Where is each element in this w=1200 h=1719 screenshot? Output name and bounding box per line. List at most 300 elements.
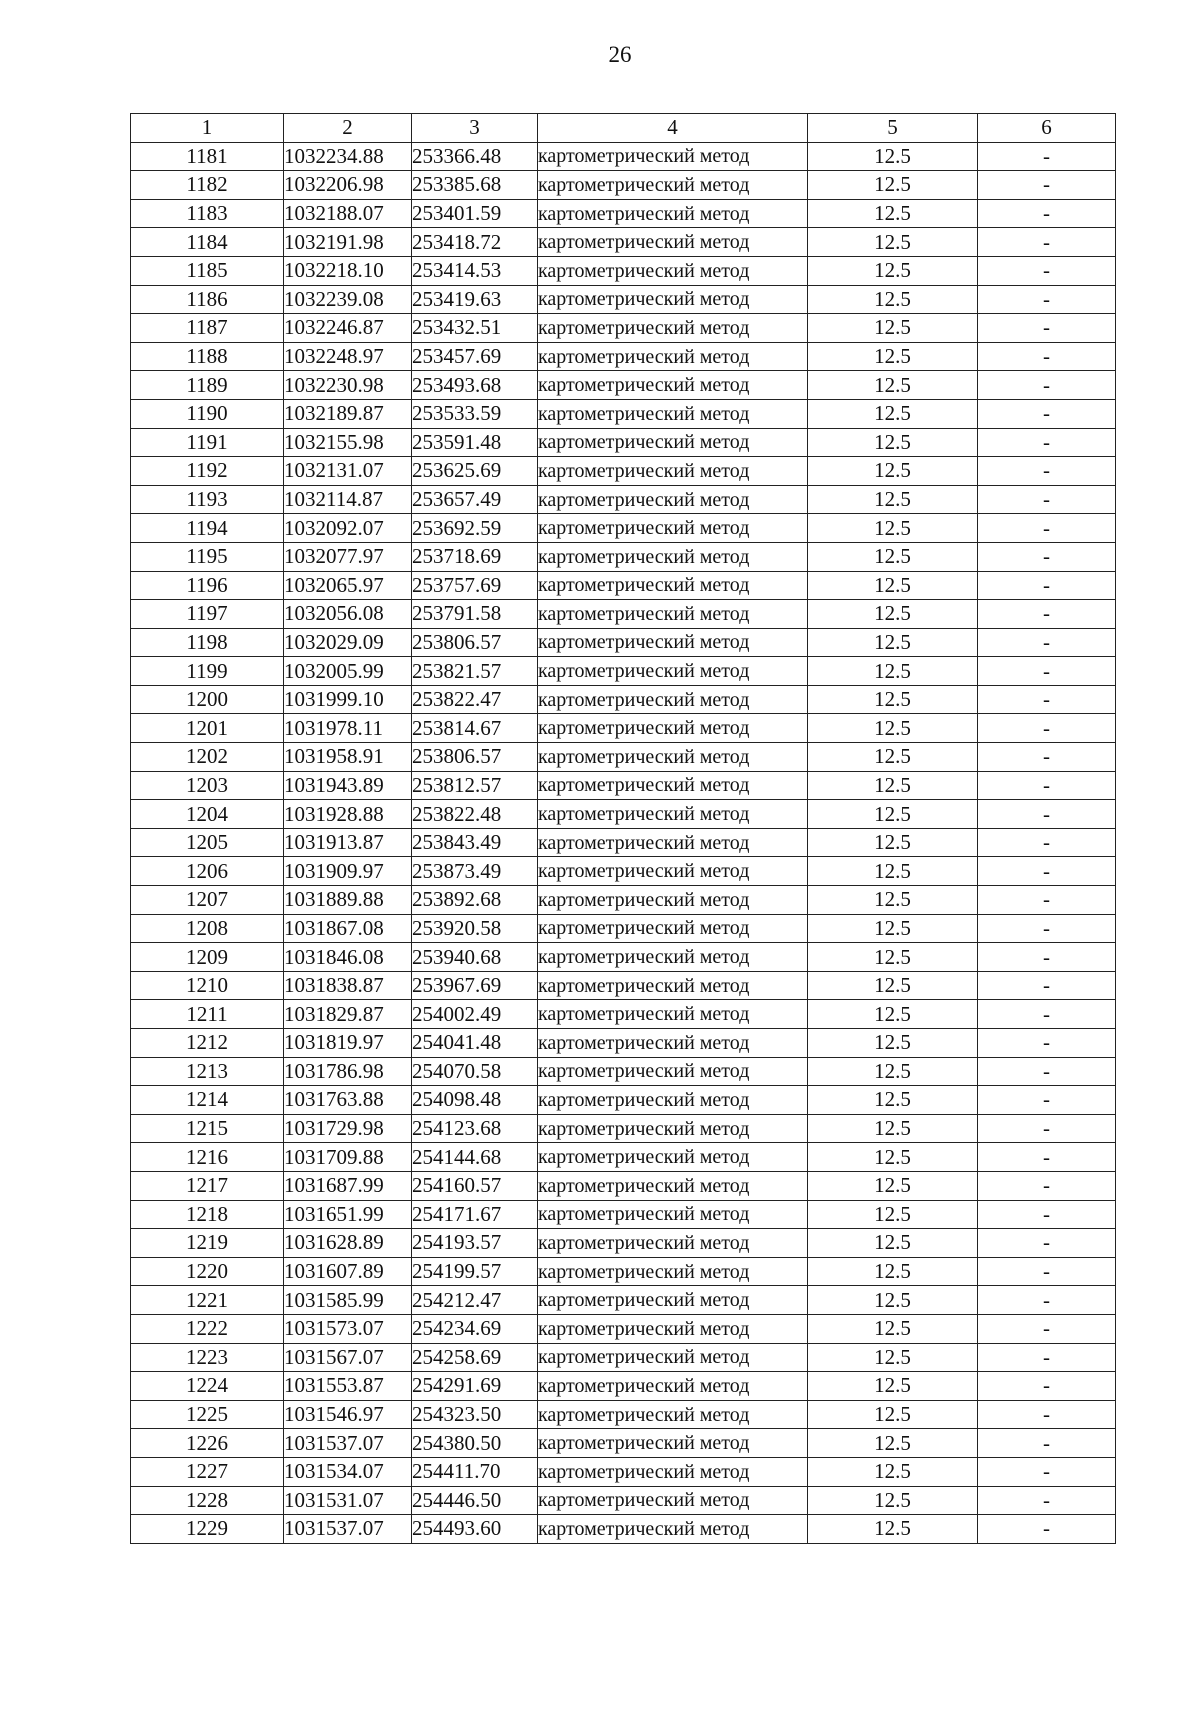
point-number-cell: 1218 bbox=[131, 1200, 284, 1229]
table-row bbox=[131, 342, 1116, 371]
point-number-cell: 1210 bbox=[131, 971, 284, 1000]
method-cell: картометрический метод bbox=[538, 1000, 808, 1029]
table-row bbox=[131, 542, 1116, 571]
method-cell: картометрический метод bbox=[538, 1515, 808, 1544]
y-coordinate-cell: 253892.68 bbox=[412, 886, 538, 915]
x-coordinate-cell: 1031913.87 bbox=[284, 828, 412, 857]
table-row bbox=[131, 1000, 1116, 1029]
note-cell: - bbox=[978, 600, 1116, 629]
y-coordinate-cell: 254144.68 bbox=[412, 1143, 538, 1172]
accuracy-cell: 12.5 bbox=[808, 800, 978, 829]
point-number-cell: 1214 bbox=[131, 1086, 284, 1115]
point-number-cell: 1209 bbox=[131, 943, 284, 972]
x-coordinate-cell: 1032114.87 bbox=[284, 485, 412, 514]
y-coordinate-cell: 254123.68 bbox=[412, 1114, 538, 1143]
accuracy-cell: 12.5 bbox=[808, 457, 978, 486]
y-coordinate-cell: 253806.57 bbox=[412, 743, 538, 772]
note-cell: - bbox=[978, 628, 1116, 657]
method-cell: картометрический метод bbox=[538, 1143, 808, 1172]
accuracy-cell: 12.5 bbox=[808, 571, 978, 600]
y-coordinate-cell: 253625.69 bbox=[412, 457, 538, 486]
note-cell: - bbox=[978, 399, 1116, 428]
y-coordinate-cell: 253401.59 bbox=[412, 199, 538, 228]
x-coordinate-cell: 1032234.88 bbox=[284, 142, 412, 171]
point-number-cell: 1181 bbox=[131, 142, 284, 171]
method-cell: картометрический метод bbox=[538, 800, 808, 829]
method-cell: картометрический метод bbox=[538, 657, 808, 686]
table-row bbox=[131, 457, 1116, 486]
accuracy-cell: 12.5 bbox=[808, 256, 978, 285]
y-coordinate-cell: 253806.57 bbox=[412, 628, 538, 657]
x-coordinate-cell: 1031819.97 bbox=[284, 1029, 412, 1058]
note-cell: - bbox=[978, 800, 1116, 829]
accuracy-cell: 12.5 bbox=[808, 771, 978, 800]
note-cell: - bbox=[978, 743, 1116, 772]
x-coordinate-cell: 1031763.88 bbox=[284, 1086, 412, 1115]
table-row bbox=[131, 1457, 1116, 1486]
method-cell: картометрический метод bbox=[538, 371, 808, 400]
point-number-cell: 1185 bbox=[131, 256, 284, 285]
point-number-cell: 1207 bbox=[131, 886, 284, 915]
y-coordinate-cell: 253757.69 bbox=[412, 571, 538, 600]
note-cell: - bbox=[978, 171, 1116, 200]
method-cell: картометрический метод bbox=[538, 1343, 808, 1372]
point-number-cell: 1217 bbox=[131, 1171, 284, 1200]
y-coordinate-cell: 254199.57 bbox=[412, 1257, 538, 1286]
accuracy-cell: 12.5 bbox=[808, 828, 978, 857]
x-coordinate-cell: 1032065.97 bbox=[284, 571, 412, 600]
method-cell: картометрический метод bbox=[538, 228, 808, 257]
note-cell: - bbox=[978, 886, 1116, 915]
table-row bbox=[131, 743, 1116, 772]
table-row bbox=[131, 571, 1116, 600]
x-coordinate-cell: 1032230.98 bbox=[284, 371, 412, 400]
point-number-cell: 1198 bbox=[131, 628, 284, 657]
point-number-cell: 1202 bbox=[131, 743, 284, 772]
accuracy-cell: 12.5 bbox=[808, 1314, 978, 1343]
x-coordinate-cell: 1032246.87 bbox=[284, 314, 412, 343]
table-row bbox=[131, 256, 1116, 285]
point-number-cell: 1225 bbox=[131, 1400, 284, 1429]
point-number-cell: 1199 bbox=[131, 657, 284, 686]
x-coordinate-cell: 1032131.07 bbox=[284, 457, 412, 486]
method-cell: картометрический метод bbox=[538, 342, 808, 371]
table-row bbox=[131, 1429, 1116, 1458]
note-cell: - bbox=[978, 228, 1116, 257]
x-coordinate-cell: 1032005.99 bbox=[284, 657, 412, 686]
table-row bbox=[131, 485, 1116, 514]
note-cell: - bbox=[978, 1429, 1116, 1458]
x-coordinate-cell: 1032239.08 bbox=[284, 285, 412, 314]
accuracy-cell: 12.5 bbox=[808, 485, 978, 514]
point-number-cell: 1184 bbox=[131, 228, 284, 257]
method-cell: картометрический метод bbox=[538, 1372, 808, 1401]
accuracy-cell: 12.5 bbox=[808, 542, 978, 571]
accuracy-cell: 12.5 bbox=[808, 1057, 978, 1086]
accuracy-cell: 12.5 bbox=[808, 1171, 978, 1200]
note-cell: - bbox=[978, 485, 1116, 514]
point-number-cell: 1203 bbox=[131, 771, 284, 800]
point-number-cell: 1188 bbox=[131, 342, 284, 371]
method-cell: картометрический метод bbox=[538, 457, 808, 486]
table-row bbox=[131, 199, 1116, 228]
y-coordinate-cell: 254002.49 bbox=[412, 1000, 538, 1029]
method-cell: картометрический метод bbox=[538, 714, 808, 743]
accuracy-cell: 12.5 bbox=[808, 600, 978, 629]
x-coordinate-cell: 1032191.98 bbox=[284, 228, 412, 257]
y-coordinate-cell: 253821.57 bbox=[412, 657, 538, 686]
y-coordinate-cell: 254098.48 bbox=[412, 1086, 538, 1115]
method-cell: картометрический метод bbox=[538, 1486, 808, 1515]
y-coordinate-cell: 254446.50 bbox=[412, 1486, 538, 1515]
accuracy-cell: 12.5 bbox=[808, 199, 978, 228]
table-row bbox=[131, 399, 1116, 428]
method-cell: картометрический метод bbox=[538, 285, 808, 314]
y-coordinate-cell: 254258.69 bbox=[412, 1343, 538, 1372]
x-coordinate-cell: 1032077.97 bbox=[284, 542, 412, 571]
accuracy-cell: 12.5 bbox=[808, 399, 978, 428]
note-cell: - bbox=[978, 1343, 1116, 1372]
header-col-1: 1 bbox=[131, 114, 284, 143]
method-cell: картометрический метод bbox=[538, 886, 808, 915]
note-cell: - bbox=[978, 199, 1116, 228]
point-number-cell: 1228 bbox=[131, 1486, 284, 1515]
point-number-cell: 1186 bbox=[131, 285, 284, 314]
accuracy-cell: 12.5 bbox=[808, 657, 978, 686]
x-coordinate-cell: 1031567.07 bbox=[284, 1343, 412, 1372]
table-row bbox=[131, 1286, 1116, 1315]
table-row bbox=[131, 857, 1116, 886]
accuracy-cell: 12.5 bbox=[808, 971, 978, 1000]
note-cell: - bbox=[978, 657, 1116, 686]
point-number-cell: 1215 bbox=[131, 1114, 284, 1143]
accuracy-cell: 12.5 bbox=[808, 285, 978, 314]
accuracy-cell: 12.5 bbox=[808, 714, 978, 743]
note-cell: - bbox=[978, 314, 1116, 343]
method-cell: картометрический метод bbox=[538, 771, 808, 800]
note-cell: - bbox=[978, 542, 1116, 571]
point-number-cell: 1216 bbox=[131, 1143, 284, 1172]
table-row bbox=[131, 428, 1116, 457]
point-number-cell: 1226 bbox=[131, 1429, 284, 1458]
point-number-cell: 1213 bbox=[131, 1057, 284, 1086]
table-header bbox=[131, 114, 1116, 143]
note-cell: - bbox=[978, 1000, 1116, 1029]
y-coordinate-cell: 253843.49 bbox=[412, 828, 538, 857]
x-coordinate-cell: 1031607.89 bbox=[284, 1257, 412, 1286]
method-cell: картометрический метод bbox=[538, 399, 808, 428]
header-col-2: 2 bbox=[284, 114, 412, 143]
method-cell: картометрический метод bbox=[538, 514, 808, 543]
accuracy-cell: 12.5 bbox=[808, 1000, 978, 1029]
accuracy-cell: 12.5 bbox=[808, 1343, 978, 1372]
x-coordinate-cell: 1032189.87 bbox=[284, 399, 412, 428]
point-number-cell: 1201 bbox=[131, 714, 284, 743]
x-coordinate-cell: 1032155.98 bbox=[284, 428, 412, 457]
table-row bbox=[131, 886, 1116, 915]
method-cell: картометрический метод bbox=[538, 1086, 808, 1115]
note-cell: - bbox=[978, 571, 1116, 600]
note-cell: - bbox=[978, 1229, 1116, 1258]
y-coordinate-cell: 254234.69 bbox=[412, 1314, 538, 1343]
y-coordinate-cell: 253457.69 bbox=[412, 342, 538, 371]
x-coordinate-cell: 1031846.08 bbox=[284, 943, 412, 972]
accuracy-cell: 12.5 bbox=[808, 1114, 978, 1143]
point-number-cell: 1191 bbox=[131, 428, 284, 457]
table-row bbox=[131, 800, 1116, 829]
point-number-cell: 1206 bbox=[131, 857, 284, 886]
y-coordinate-cell: 253967.69 bbox=[412, 971, 538, 1000]
x-coordinate-cell: 1031999.10 bbox=[284, 685, 412, 714]
method-cell: картометрический метод bbox=[538, 1400, 808, 1429]
accuracy-cell: 12.5 bbox=[808, 628, 978, 657]
y-coordinate-cell: 253791.58 bbox=[412, 600, 538, 629]
accuracy-cell: 12.5 bbox=[808, 428, 978, 457]
y-coordinate-cell: 253493.68 bbox=[412, 371, 538, 400]
accuracy-cell: 12.5 bbox=[808, 314, 978, 343]
point-number-cell: 1208 bbox=[131, 914, 284, 943]
accuracy-cell: 12.5 bbox=[808, 1429, 978, 1458]
point-number-cell: 1187 bbox=[131, 314, 284, 343]
note-cell: - bbox=[978, 714, 1116, 743]
table-row bbox=[131, 628, 1116, 657]
method-cell: картометрический метод bbox=[538, 857, 808, 886]
table-row bbox=[131, 1400, 1116, 1429]
y-coordinate-cell: 253432.51 bbox=[412, 314, 538, 343]
x-coordinate-cell: 1031867.08 bbox=[284, 914, 412, 943]
method-cell: картометрический метод bbox=[538, 1029, 808, 1058]
note-cell: - bbox=[978, 828, 1116, 857]
accuracy-cell: 12.5 bbox=[808, 142, 978, 171]
point-number-cell: 1229 bbox=[131, 1515, 284, 1544]
method-cell: картометрический метод bbox=[538, 600, 808, 629]
accuracy-cell: 12.5 bbox=[808, 342, 978, 371]
header-row bbox=[131, 114, 1116, 143]
method-cell: картометрический метод bbox=[538, 828, 808, 857]
method-cell: картометрический метод bbox=[538, 485, 808, 514]
point-number-cell: 1195 bbox=[131, 542, 284, 571]
point-number-cell: 1192 bbox=[131, 457, 284, 486]
table-row bbox=[131, 371, 1116, 400]
note-cell: - bbox=[978, 1029, 1116, 1058]
table-row bbox=[131, 228, 1116, 257]
x-coordinate-cell: 1031534.07 bbox=[284, 1457, 412, 1486]
method-cell: картометрический метод bbox=[538, 1286, 808, 1315]
x-coordinate-cell: 1031838.87 bbox=[284, 971, 412, 1000]
table-row bbox=[131, 657, 1116, 686]
header-col-5: 5 bbox=[808, 114, 978, 143]
accuracy-cell: 12.5 bbox=[808, 886, 978, 915]
point-number-cell: 1196 bbox=[131, 571, 284, 600]
x-coordinate-cell: 1031537.07 bbox=[284, 1515, 412, 1544]
y-coordinate-cell: 254380.50 bbox=[412, 1429, 538, 1458]
method-cell: картометрический метод bbox=[538, 743, 808, 772]
y-coordinate-cell: 253591.48 bbox=[412, 428, 538, 457]
table-row bbox=[131, 685, 1116, 714]
method-cell: картометрический метод bbox=[538, 1200, 808, 1229]
method-cell: картометрический метод bbox=[538, 1457, 808, 1486]
note-cell: - bbox=[978, 256, 1116, 285]
note-cell: - bbox=[978, 1143, 1116, 1172]
point-number-cell: 1200 bbox=[131, 685, 284, 714]
x-coordinate-cell: 1031537.07 bbox=[284, 1429, 412, 1458]
table-row bbox=[131, 314, 1116, 343]
note-cell: - bbox=[978, 857, 1116, 886]
method-cell: картометрический метод bbox=[538, 256, 808, 285]
y-coordinate-cell: 254411.70 bbox=[412, 1457, 538, 1486]
note-cell: - bbox=[978, 1286, 1116, 1315]
point-number-cell: 1197 bbox=[131, 600, 284, 629]
y-coordinate-cell: 253533.59 bbox=[412, 399, 538, 428]
x-coordinate-cell: 1032029.09 bbox=[284, 628, 412, 657]
table-row bbox=[131, 142, 1116, 171]
note-cell: - bbox=[978, 1114, 1116, 1143]
y-coordinate-cell: 253657.49 bbox=[412, 485, 538, 514]
y-coordinate-cell: 254193.57 bbox=[412, 1229, 538, 1258]
table-row bbox=[131, 1229, 1116, 1258]
x-coordinate-cell: 1031709.88 bbox=[284, 1143, 412, 1172]
accuracy-cell: 12.5 bbox=[808, 1486, 978, 1515]
table-row bbox=[131, 971, 1116, 1000]
accuracy-cell: 12.5 bbox=[808, 1029, 978, 1058]
y-coordinate-cell: 253414.53 bbox=[412, 256, 538, 285]
header-col-6: 6 bbox=[978, 114, 1116, 143]
note-cell: - bbox=[978, 1314, 1116, 1343]
method-cell: картометрический метод bbox=[538, 914, 808, 943]
x-coordinate-cell: 1032218.10 bbox=[284, 256, 412, 285]
y-coordinate-cell: 253366.48 bbox=[412, 142, 538, 171]
y-coordinate-cell: 253873.49 bbox=[412, 857, 538, 886]
accuracy-cell: 12.5 bbox=[808, 743, 978, 772]
table-row bbox=[131, 1200, 1116, 1229]
point-number-cell: 1221 bbox=[131, 1286, 284, 1315]
note-cell: - bbox=[978, 971, 1116, 1000]
x-coordinate-cell: 1031889.88 bbox=[284, 886, 412, 915]
point-number-cell: 1189 bbox=[131, 371, 284, 400]
x-coordinate-cell: 1032188.07 bbox=[284, 199, 412, 228]
table-row bbox=[131, 1515, 1116, 1544]
y-coordinate-cell: 254291.69 bbox=[412, 1372, 538, 1401]
header-col-3: 3 bbox=[412, 114, 538, 143]
accuracy-cell: 12.5 bbox=[808, 1229, 978, 1258]
note-cell: - bbox=[978, 1457, 1116, 1486]
y-coordinate-cell: 254212.47 bbox=[412, 1286, 538, 1315]
method-cell: картометрический метод bbox=[538, 171, 808, 200]
accuracy-cell: 12.5 bbox=[808, 1086, 978, 1115]
x-coordinate-cell: 1031628.89 bbox=[284, 1229, 412, 1258]
method-cell: картометрический метод bbox=[538, 314, 808, 343]
y-coordinate-cell: 253419.63 bbox=[412, 285, 538, 314]
point-number-cell: 1224 bbox=[131, 1372, 284, 1401]
method-cell: картометрический метод bbox=[538, 1257, 808, 1286]
accuracy-cell: 12.5 bbox=[808, 1257, 978, 1286]
x-coordinate-cell: 1031546.97 bbox=[284, 1400, 412, 1429]
table-row bbox=[131, 514, 1116, 543]
note-cell: - bbox=[978, 1200, 1116, 1229]
table-row bbox=[131, 1257, 1116, 1286]
x-coordinate-cell: 1031531.07 bbox=[284, 1486, 412, 1515]
point-number-cell: 1182 bbox=[131, 171, 284, 200]
y-coordinate-cell: 254041.48 bbox=[412, 1029, 538, 1058]
note-cell: - bbox=[978, 771, 1116, 800]
table-row bbox=[131, 943, 1116, 972]
x-coordinate-cell: 1031909.97 bbox=[284, 857, 412, 886]
coordinates-table bbox=[130, 113, 1116, 1544]
y-coordinate-cell: 253812.57 bbox=[412, 771, 538, 800]
table-row bbox=[131, 1086, 1116, 1115]
y-coordinate-cell: 254323.50 bbox=[412, 1400, 538, 1429]
table-row bbox=[131, 171, 1116, 200]
method-cell: картометрический метод bbox=[538, 142, 808, 171]
y-coordinate-cell: 253822.48 bbox=[412, 800, 538, 829]
x-coordinate-cell: 1031585.99 bbox=[284, 1286, 412, 1315]
y-coordinate-cell: 254160.57 bbox=[412, 1171, 538, 1200]
note-cell: - bbox=[978, 457, 1116, 486]
x-coordinate-cell: 1031829.87 bbox=[284, 1000, 412, 1029]
point-number-cell: 1190 bbox=[131, 399, 284, 428]
x-coordinate-cell: 1031958.91 bbox=[284, 743, 412, 772]
x-coordinate-cell: 1031928.88 bbox=[284, 800, 412, 829]
note-cell: - bbox=[978, 1086, 1116, 1115]
accuracy-cell: 12.5 bbox=[808, 228, 978, 257]
table-row bbox=[131, 285, 1116, 314]
point-number-cell: 1194 bbox=[131, 514, 284, 543]
table-row bbox=[131, 1114, 1116, 1143]
point-number-cell: 1183 bbox=[131, 199, 284, 228]
x-coordinate-cell: 1031943.89 bbox=[284, 771, 412, 800]
table-row bbox=[131, 1314, 1116, 1343]
y-coordinate-cell: 253418.72 bbox=[412, 228, 538, 257]
table-row bbox=[131, 714, 1116, 743]
table-row bbox=[131, 914, 1116, 943]
table-row bbox=[131, 1372, 1116, 1401]
x-coordinate-cell: 1032206.98 bbox=[284, 171, 412, 200]
page-number: 26 bbox=[608, 42, 632, 67]
method-cell: картометрический метод bbox=[538, 428, 808, 457]
point-number-cell: 1223 bbox=[131, 1343, 284, 1372]
x-coordinate-cell: 1031651.99 bbox=[284, 1200, 412, 1229]
header-col-4: 4 bbox=[538, 114, 808, 143]
accuracy-cell: 12.5 bbox=[808, 171, 978, 200]
x-coordinate-cell: 1031687.99 bbox=[284, 1171, 412, 1200]
table-row bbox=[131, 1143, 1116, 1172]
note-cell: - bbox=[978, 1486, 1116, 1515]
note-cell: - bbox=[978, 914, 1116, 943]
y-coordinate-cell: 254493.60 bbox=[412, 1515, 538, 1544]
method-cell: картометрический метод bbox=[538, 571, 808, 600]
method-cell: картометрический метод bbox=[538, 1229, 808, 1258]
point-number-cell: 1222 bbox=[131, 1314, 284, 1343]
note-cell: - bbox=[978, 142, 1116, 171]
table-row bbox=[131, 1343, 1116, 1372]
y-coordinate-cell: 253385.68 bbox=[412, 171, 538, 200]
note-cell: - bbox=[978, 1171, 1116, 1200]
accuracy-cell: 12.5 bbox=[808, 685, 978, 714]
y-coordinate-cell: 253940.68 bbox=[412, 943, 538, 972]
accuracy-cell: 12.5 bbox=[808, 514, 978, 543]
x-coordinate-cell: 1032056.08 bbox=[284, 600, 412, 629]
point-number-cell: 1212 bbox=[131, 1029, 284, 1058]
method-cell: картометрический метод bbox=[538, 542, 808, 571]
table-row bbox=[131, 1171, 1116, 1200]
note-cell: - bbox=[978, 428, 1116, 457]
table-row bbox=[131, 600, 1116, 629]
method-cell: картометрический метод bbox=[538, 199, 808, 228]
accuracy-cell: 12.5 bbox=[808, 1286, 978, 1315]
accuracy-cell: 12.5 bbox=[808, 1400, 978, 1429]
table-row bbox=[131, 828, 1116, 857]
y-coordinate-cell: 253692.59 bbox=[412, 514, 538, 543]
